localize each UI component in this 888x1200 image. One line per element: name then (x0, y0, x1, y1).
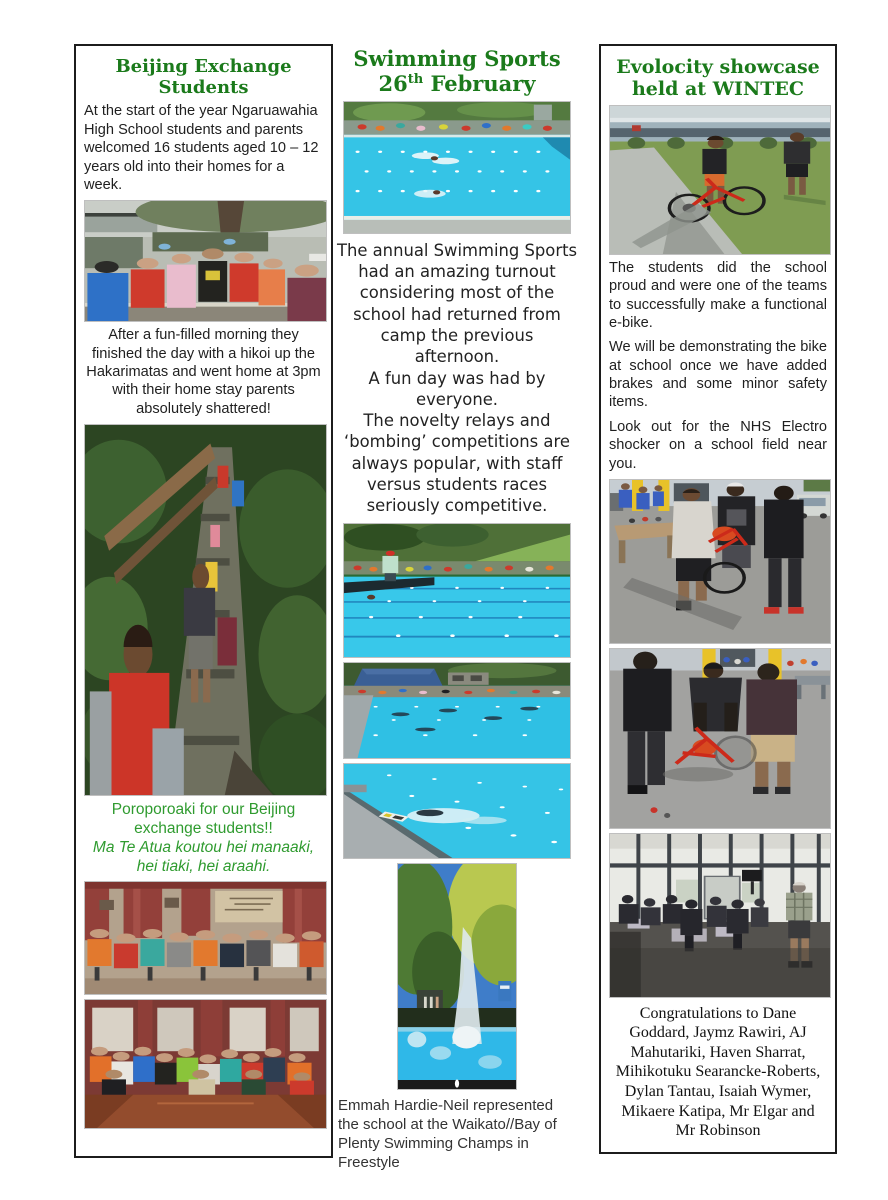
swimming-para-2: A fun day was had by everyone. (368, 368, 546, 409)
photo-ebike-field (609, 105, 831, 255)
hikoi-caption: After a fun-filled morning they finished the day with a hikoi up the Hakarimatas and went home at 3pm with their home stay parents absolutely shattered! (86, 327, 321, 417)
farewell-line2: Ma Te Atua koutou hei manaaki, hei tiaki, hei araahi. (92, 839, 315, 875)
photo-wintec-atrium (609, 833, 831, 998)
photo-hakarimata-bushwalk (84, 424, 327, 796)
farewell-caption (84, 801, 323, 877)
evolocity-para-3: Look out for the NHS Electro shocker on a school field near you. (609, 418, 827, 472)
beijing-intro-text: At the start of the year Ngaruawahia High School students and parents welcomed 16 students aged 10 – 12 years old into their homes for a week. (84, 103, 319, 193)
swimming-body-text (336, 240, 578, 517)
evolocity-title (609, 56, 827, 101)
evolocity-para-2: We will be demonstrating the bike at school once we have added brakes and some minor safety items. (609, 339, 827, 411)
evolocity-section (599, 44, 837, 1154)
photo-bombing-splash (397, 863, 517, 1090)
beijing-title-line1: Beijing Exchange (115, 56, 292, 77)
photo-bike-workshop-table (609, 479, 831, 644)
evolocity-title-line2: held at WINTEC (631, 78, 805, 101)
photo-pool-lane-splash (343, 763, 571, 859)
evolocity-congrats-caption: Congratulations to Dane Goddard, Jaymz Rawiri, AJ Mahutariki, Haven Sharrat, Mihikotuku Searancke-Roberts, Dylan Tantau, Isaiah Wymer, Mikaere Katipa, Mr Elgar and Mr Robinson (615, 1004, 821, 1140)
photo-pool-race (343, 101, 571, 234)
beijing-title (84, 56, 323, 98)
evolocity-para-1: The students did the school proud and were one of the teams to successfully make a functional e-bike. (609, 259, 827, 331)
beijing-title-line2: Students (158, 77, 249, 99)
swimming-title (336, 47, 578, 97)
swimming-champs-caption: Emmah Hardie-Neil represented the school at the Waikato//Bay of Plenty Swimming Champs in Freestyle (338, 1096, 557, 1172)
evolocity-title-line1: Evolocity showcase (616, 56, 820, 78)
photo-hall-seated-students (84, 881, 327, 995)
video-progress-dot (455, 1079, 459, 1087)
swimming-sports-section (336, 45, 578, 1173)
swimming-title-line2: 26th February (378, 70, 536, 96)
photo-pool-tent (343, 662, 571, 759)
swimming-para-3: The novelty relays and ‘bombing’ competitions are always popular, with staff versus students races seriously competitive. (344, 411, 570, 516)
photo-bike-repair-crouch (609, 648, 831, 829)
farewell-line1: Poroporoaki for our Beijing exchange students!! (111, 801, 296, 838)
swimming-para-1: The annual Swimming Sports had an amazing turnout considering most of the school had returned from camp the previous afternoon. (336, 240, 578, 367)
swimming-title-line1: Swimming Sports (353, 46, 561, 71)
photo-hall-group (84, 999, 327, 1129)
photo-pool-crowd-hill (343, 523, 571, 658)
photo-welcome-group-outdoors (84, 200, 327, 322)
beijing-exchange-section (74, 44, 333, 1158)
